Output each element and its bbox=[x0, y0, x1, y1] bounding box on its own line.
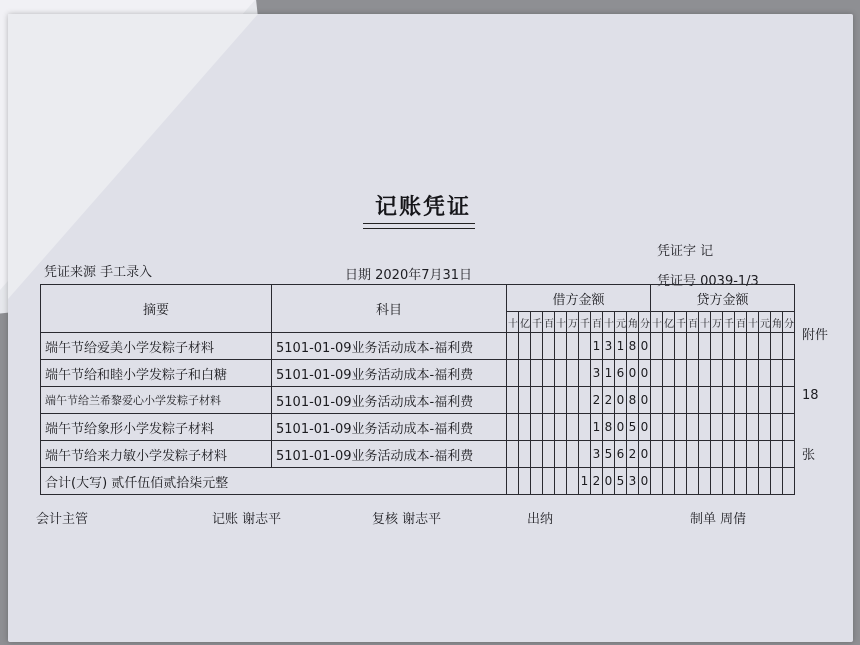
total-credit-digit bbox=[735, 468, 747, 495]
total-credit-digit bbox=[771, 468, 783, 495]
debit-digit bbox=[579, 414, 591, 441]
debit-unit: 十 bbox=[555, 312, 567, 333]
credit-digit bbox=[687, 387, 699, 414]
entry-account: 5101-01-09业务活动成本-福利费 bbox=[272, 387, 507, 414]
debit-unit: 万 bbox=[567, 312, 579, 333]
credit-digit bbox=[651, 414, 663, 441]
total-debit-digit: 0 bbox=[639, 468, 651, 495]
total-credit-digit bbox=[783, 468, 795, 495]
debit-digit: 1 bbox=[591, 414, 603, 441]
entry-row bbox=[41, 441, 795, 468]
header-row bbox=[41, 285, 795, 312]
debit-digit: 6 bbox=[615, 360, 627, 387]
debit-digit bbox=[567, 441, 579, 468]
credit-digit bbox=[699, 414, 711, 441]
total-debit-digit: 5 bbox=[615, 468, 627, 495]
credit-digit bbox=[735, 414, 747, 441]
credit-digit bbox=[723, 387, 735, 414]
credit-digit bbox=[771, 414, 783, 441]
entry-summary: 端午节给来力敏小学发粽子材料 bbox=[41, 441, 272, 468]
debit-digit: 1 bbox=[603, 360, 615, 387]
debit-digit bbox=[531, 441, 543, 468]
credit-digit bbox=[651, 333, 663, 360]
debit-digit: 1 bbox=[591, 333, 603, 360]
total-debit-digit: 2 bbox=[591, 468, 603, 495]
credit-digit bbox=[771, 387, 783, 414]
credit-digit bbox=[735, 333, 747, 360]
debit-digit: 3 bbox=[603, 333, 615, 360]
credit-digit bbox=[651, 387, 663, 414]
credit-digit bbox=[747, 414, 759, 441]
entry-account: 5101-01-09业务活动成本-福利费 bbox=[272, 333, 507, 360]
credit-unit: 百 bbox=[687, 312, 699, 333]
credit-digit bbox=[747, 360, 759, 387]
debit-digit: 2 bbox=[627, 441, 639, 468]
credit-digit bbox=[711, 360, 723, 387]
credit-digit bbox=[699, 441, 711, 468]
debit-digit bbox=[555, 360, 567, 387]
attachment-count: 18 bbox=[802, 388, 819, 403]
total-debit-digit bbox=[543, 468, 555, 495]
debit-digit: 3 bbox=[591, 441, 603, 468]
voucher-title: 记账凭证 bbox=[375, 195, 472, 220]
debit-digit bbox=[567, 414, 579, 441]
entry-row bbox=[41, 387, 795, 414]
credit-unit: 亿 bbox=[663, 312, 675, 333]
total-debit-digit bbox=[519, 468, 531, 495]
debit-unit: 十 bbox=[507, 312, 519, 333]
debit-digit bbox=[579, 333, 591, 360]
entry-account: 5101-01-09业务活动成本-福利费 bbox=[272, 441, 507, 468]
credit-digit bbox=[663, 360, 675, 387]
entry-summary: 端午节给和睦小学发粽子和白糖 bbox=[41, 360, 272, 387]
debit-digit bbox=[531, 414, 543, 441]
voucher-type: 凭证字 记 bbox=[657, 244, 714, 259]
credit-unit: 万 bbox=[711, 312, 723, 333]
debit-digit: 0 bbox=[639, 387, 651, 414]
total-credit-digit bbox=[687, 468, 699, 495]
title-underline-top bbox=[363, 223, 475, 224]
debit-digit bbox=[519, 441, 531, 468]
credit-digit bbox=[783, 333, 795, 360]
credit-unit: 十 bbox=[651, 312, 663, 333]
debit-digit bbox=[519, 360, 531, 387]
credit-digit bbox=[771, 360, 783, 387]
debit-digit: 8 bbox=[627, 333, 639, 360]
credit-digit bbox=[663, 333, 675, 360]
debit-digit bbox=[531, 387, 543, 414]
credit-digit bbox=[747, 387, 759, 414]
entry-account: 5101-01-09业务活动成本-福利费 bbox=[272, 360, 507, 387]
debit-digit: 8 bbox=[603, 414, 615, 441]
header-summary: 摘要 bbox=[41, 285, 272, 333]
credit-digit bbox=[675, 333, 687, 360]
debit-unit: 角 bbox=[627, 312, 639, 333]
debit-digit bbox=[507, 414, 519, 441]
debit-digit bbox=[519, 333, 531, 360]
credit-digit bbox=[687, 414, 699, 441]
credit-digit bbox=[723, 441, 735, 468]
debit-digit bbox=[531, 360, 543, 387]
debit-digit: 0 bbox=[639, 441, 651, 468]
debit-digit: 0 bbox=[615, 387, 627, 414]
credit-digit bbox=[771, 333, 783, 360]
total-debit-digit bbox=[531, 468, 543, 495]
credit-digit bbox=[735, 387, 747, 414]
debit-digit: 0 bbox=[639, 360, 651, 387]
debit-digit: 1 bbox=[615, 333, 627, 360]
debit-digit bbox=[507, 360, 519, 387]
debit-digit bbox=[519, 387, 531, 414]
total-debit-digit bbox=[555, 468, 567, 495]
total-credit-digit bbox=[759, 468, 771, 495]
credit-unit: 十 bbox=[699, 312, 711, 333]
attachment-unit: 张 bbox=[802, 448, 816, 463]
debit-unit: 千 bbox=[579, 312, 591, 333]
total-credit-digit bbox=[651, 468, 663, 495]
credit-digit bbox=[675, 387, 687, 414]
debit-digit bbox=[507, 333, 519, 360]
header-credit: 贷方金额 bbox=[651, 285, 795, 312]
total-credit-digit bbox=[747, 468, 759, 495]
credit-digit bbox=[723, 333, 735, 360]
debit-unit: 十 bbox=[603, 312, 615, 333]
header-account: 科目 bbox=[272, 285, 507, 333]
voucher-source: 凭证来源 手工录入 bbox=[44, 265, 153, 280]
debit-digit: 2 bbox=[591, 387, 603, 414]
total-label: 合计(大写) 贰仟伍佰贰拾柒元整 bbox=[41, 468, 507, 495]
credit-digit bbox=[687, 441, 699, 468]
credit-digit bbox=[663, 414, 675, 441]
total-debit-digit: 3 bbox=[627, 468, 639, 495]
footer-cashier: 出纳 bbox=[527, 512, 554, 527]
entry-summary: 端午节给象形小学发粽子材料 bbox=[41, 414, 272, 441]
credit-digit bbox=[759, 414, 771, 441]
voucher-number: 凭证号 0039-1/3 bbox=[657, 274, 759, 289]
debit-unit: 千 bbox=[531, 312, 543, 333]
debit-unit: 元 bbox=[615, 312, 627, 333]
total-credit-digit bbox=[711, 468, 723, 495]
credit-digit bbox=[783, 387, 795, 414]
entry-account: 5101-01-09业务活动成本-福利费 bbox=[272, 414, 507, 441]
total-debit-digit: 0 bbox=[603, 468, 615, 495]
total-credit-digit bbox=[723, 468, 735, 495]
credit-unit: 千 bbox=[723, 312, 735, 333]
debit-digit: 6 bbox=[615, 441, 627, 468]
debit-digit bbox=[567, 387, 579, 414]
header-debit: 借方金额 bbox=[507, 285, 651, 312]
debit-digit: 8 bbox=[627, 387, 639, 414]
debit-digit bbox=[555, 333, 567, 360]
credit-unit: 百 bbox=[735, 312, 747, 333]
credit-digit bbox=[759, 387, 771, 414]
credit-digit bbox=[759, 360, 771, 387]
voucher-table bbox=[40, 284, 795, 495]
credit-digit bbox=[687, 360, 699, 387]
debit-digit bbox=[543, 441, 555, 468]
debit-digit: 0 bbox=[639, 414, 651, 441]
credit-unit: 十 bbox=[747, 312, 759, 333]
credit-digit bbox=[759, 333, 771, 360]
debit-digit bbox=[555, 414, 567, 441]
debit-unit: 百 bbox=[591, 312, 603, 333]
entry-row bbox=[41, 333, 795, 360]
credit-digit bbox=[663, 441, 675, 468]
credit-digit bbox=[783, 360, 795, 387]
debit-digit: 3 bbox=[591, 360, 603, 387]
debit-digit bbox=[555, 387, 567, 414]
debit-digit: 0 bbox=[627, 360, 639, 387]
debit-unit: 百 bbox=[543, 312, 555, 333]
debit-digit bbox=[567, 360, 579, 387]
credit-digit bbox=[711, 441, 723, 468]
title-underline-bottom bbox=[363, 228, 475, 229]
debit-digit bbox=[579, 441, 591, 468]
debit-digit bbox=[579, 360, 591, 387]
total-debit-digit bbox=[507, 468, 519, 495]
credit-digit bbox=[675, 441, 687, 468]
debit-digit bbox=[507, 441, 519, 468]
debit-digit bbox=[543, 333, 555, 360]
credit-unit: 分 bbox=[783, 312, 795, 333]
credit-digit bbox=[711, 387, 723, 414]
debit-digit bbox=[555, 441, 567, 468]
entry-row bbox=[41, 414, 795, 441]
credit-digit bbox=[723, 360, 735, 387]
entry-row bbox=[41, 360, 795, 387]
total-credit-digit bbox=[699, 468, 711, 495]
entry-summary: 端午节给兰希黎爱心小学发粽子材料 bbox=[41, 387, 272, 414]
footer-chief-accountant: 会计主管 bbox=[36, 512, 89, 527]
debit-digit: 5 bbox=[603, 441, 615, 468]
credit-digit bbox=[783, 414, 795, 441]
credit-unit: 千 bbox=[675, 312, 687, 333]
total-debit-digit: 1 bbox=[579, 468, 591, 495]
credit-digit bbox=[723, 414, 735, 441]
footer-maker: 制单 周倩 bbox=[690, 512, 747, 527]
credit-digit bbox=[651, 360, 663, 387]
credit-digit bbox=[711, 414, 723, 441]
debit-unit: 分 bbox=[639, 312, 651, 333]
credit-digit bbox=[699, 360, 711, 387]
credit-digit bbox=[675, 360, 687, 387]
debit-digit: 0 bbox=[639, 333, 651, 360]
credit-digit bbox=[651, 441, 663, 468]
total-credit-digit bbox=[663, 468, 675, 495]
credit-digit bbox=[711, 333, 723, 360]
footer-bookkeeper: 记账 谢志平 bbox=[212, 512, 282, 527]
debit-digit bbox=[567, 333, 579, 360]
credit-digit bbox=[687, 333, 699, 360]
credit-digit bbox=[699, 333, 711, 360]
debit-digit: 0 bbox=[615, 414, 627, 441]
credit-unit: 元 bbox=[759, 312, 771, 333]
total-debit-digit bbox=[567, 468, 579, 495]
sheet-corner-fold bbox=[8, 14, 258, 299]
credit-digit bbox=[735, 441, 747, 468]
credit-digit bbox=[747, 333, 759, 360]
credit-digit bbox=[759, 441, 771, 468]
footer-reviewer: 复核 谢志平 bbox=[372, 512, 442, 527]
total-credit-digit bbox=[675, 468, 687, 495]
debit-digit bbox=[579, 387, 591, 414]
credit-digit bbox=[663, 387, 675, 414]
debit-digit bbox=[507, 387, 519, 414]
debit-digit bbox=[519, 414, 531, 441]
credit-digit bbox=[735, 360, 747, 387]
credit-digit bbox=[771, 441, 783, 468]
debit-digit bbox=[543, 360, 555, 387]
total-row bbox=[41, 468, 795, 495]
debit-digit: 2 bbox=[603, 387, 615, 414]
credit-digit bbox=[699, 387, 711, 414]
credit-digit bbox=[675, 414, 687, 441]
debit-digit bbox=[543, 414, 555, 441]
entry-summary: 端午节给爱美小学发粽子材料 bbox=[41, 333, 272, 360]
credit-digit bbox=[747, 441, 759, 468]
debit-digit: 5 bbox=[627, 414, 639, 441]
debit-unit: 亿 bbox=[519, 312, 531, 333]
debit-digit bbox=[531, 333, 543, 360]
attachment-label: 附件 bbox=[802, 328, 829, 343]
credit-unit: 角 bbox=[771, 312, 783, 333]
voucher-date: 日期 2020年7月31日 bbox=[345, 268, 473, 283]
debit-digit bbox=[543, 387, 555, 414]
credit-digit bbox=[783, 441, 795, 468]
